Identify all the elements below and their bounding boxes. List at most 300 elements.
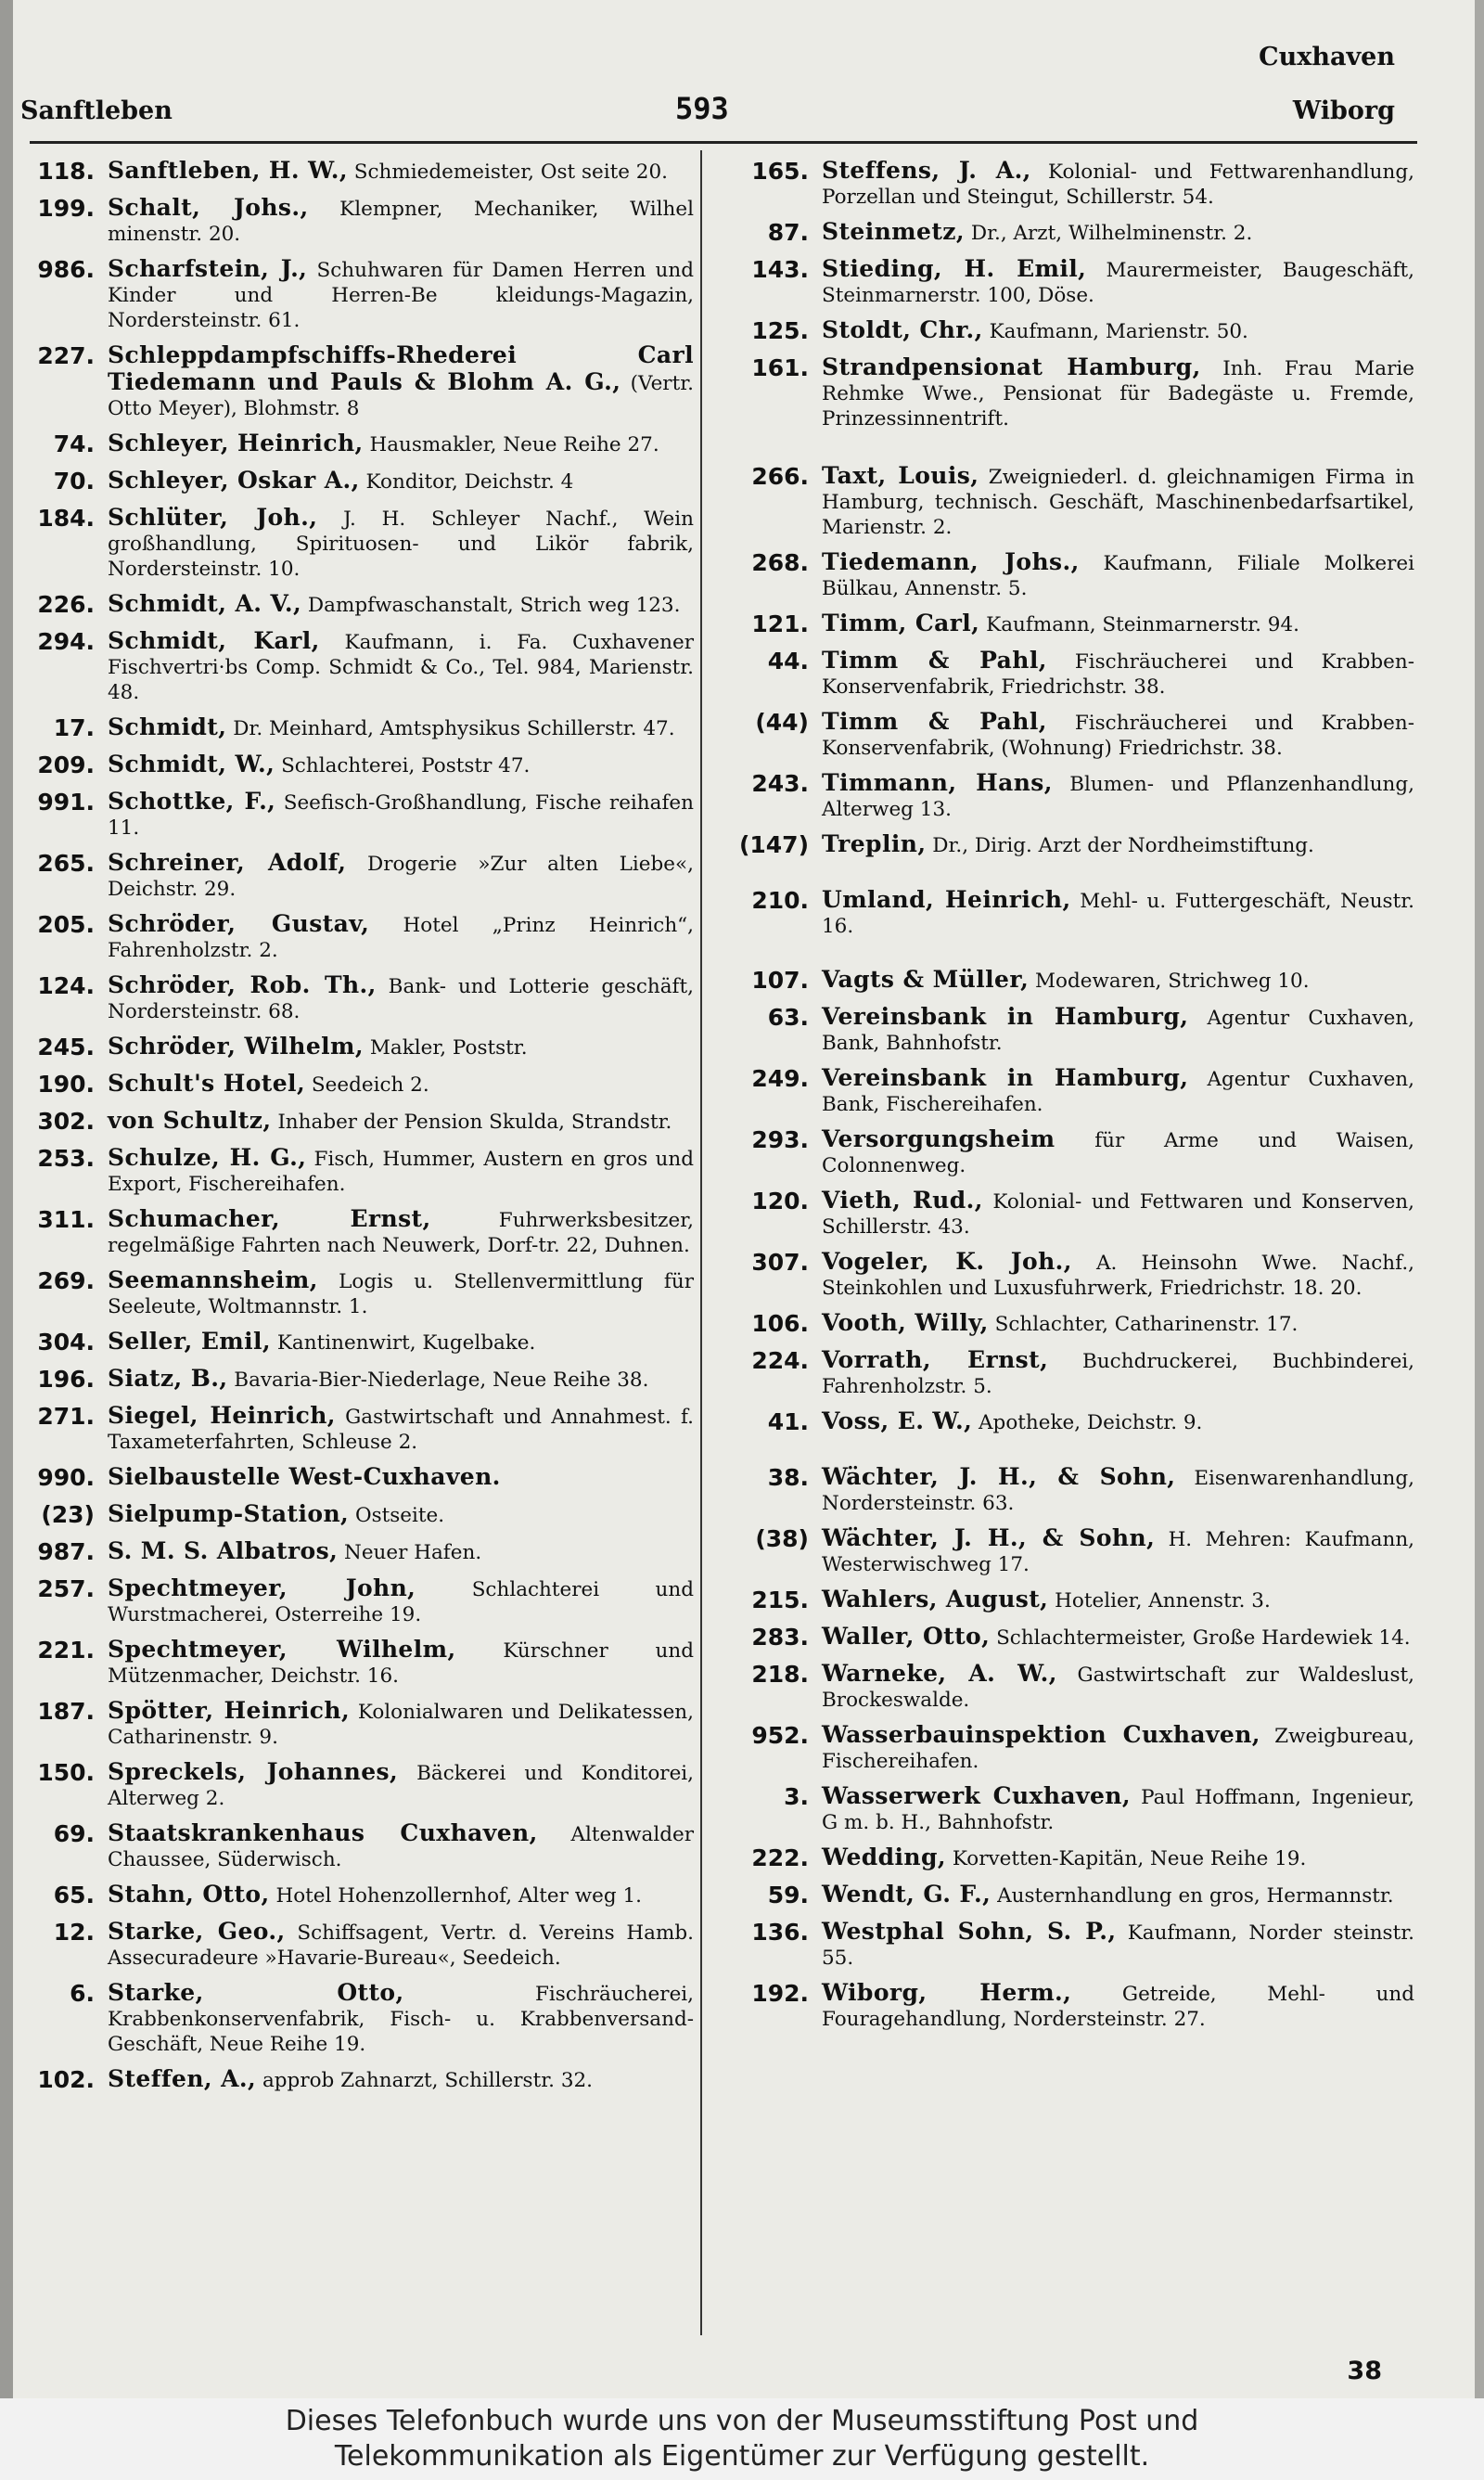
phone-number: 293.: [751, 1126, 809, 1153]
entry-description: Schlachtermeister, Große Hardewiek 14.: [996, 1626, 1411, 1650]
entry-name: Schleppdampfschiffs-Rhederei Carl Tiedemann und Pauls & Blohm A. G.,: [108, 341, 694, 395]
entry-text: [108, 1071, 694, 1098]
phone-number: 41.: [767, 1408, 809, 1435]
entry-name: Wasserwerk Cuxhaven,: [822, 1782, 1131, 1809]
directory-entry: [19, 752, 694, 779]
entry-description: Getreide, Mehl- und Fouragehandlung, Nordersteinstr. 27.: [822, 1983, 1415, 2031]
directory-entry: [19, 1759, 694, 1811]
entry-description: Fischräucherei und Krabben-Konservenfabrik, (Wohnung) Friedrichstr. 38.: [822, 712, 1414, 760]
directory-entry: [19, 256, 694, 333]
entry-text: [108, 714, 694, 741]
entry-name: Vogeler, K. Joh.,: [822, 1248, 1072, 1275]
entry-name: Strandpensionat Hamburg,: [822, 353, 1201, 380]
directory-entry: [714, 1980, 1414, 2032]
entry-description: Hotel Hohenzollernhof, Alter weg 1.: [275, 1884, 642, 1908]
entry-description: Kolonialwaren und Delikatessen, Catharinenstr. 9.: [108, 1701, 694, 1749]
directory-entry: [19, 789, 694, 841]
entry-text: [108, 430, 694, 457]
directory-entry: [714, 1783, 1414, 1835]
header-page-number: 593: [675, 91, 729, 126]
phone-number: 106.: [751, 1310, 809, 1337]
phone-number: 245.: [37, 1034, 95, 1060]
entry-description: Zweigbureau, Fischereihafen.: [822, 1725, 1414, 1773]
directory-entry: [19, 1071, 694, 1099]
directory-entry: [19, 1698, 694, 1750]
entry-name: Versorgungsheim: [822, 1125, 1055, 1152]
phone-number: 124.: [37, 972, 95, 999]
phone-number: (23): [41, 1501, 95, 1528]
entry-description: Altenwalder Chaussee, Süderwisch.: [108, 1823, 694, 1871]
directory-entry: [19, 911, 694, 963]
directory-entry: [19, 1919, 694, 1971]
entry-text: [822, 1310, 1414, 1337]
entry-text: [822, 1249, 1414, 1301]
entry-name: Steffen, A.,: [108, 2065, 257, 2092]
entry-name: Wächter, J. H., & Sohn,: [822, 1524, 1156, 1551]
entry-name: Steinmetz,: [822, 218, 965, 245]
entry-name: Wedding,: [822, 1844, 946, 1870]
entry-name: Schröder, Gustav,: [108, 910, 370, 937]
entry-text: [108, 195, 694, 247]
directory-entry: [714, 219, 1414, 247]
directory-entry: [714, 1882, 1414, 1909]
phone-number: 150.: [37, 1759, 95, 1786]
entry-name: Wächter, J. H., & Sohn,: [822, 1463, 1176, 1490]
entry-name: Schröder, Wilhelm,: [108, 1033, 365, 1060]
entry-text: [108, 1464, 694, 1491]
entry-description: Kaufmann, Filiale Molkerei Bülkau, Annenstr. 5.: [822, 552, 1414, 600]
phone-number: 63.: [767, 1004, 809, 1031]
entry-description: Kaufmann, Steinmarnerstr. 94.: [986, 613, 1299, 636]
entry-name: Starke, Otto,: [108, 1979, 404, 2006]
entry-text: [108, 850, 694, 902]
entry-name: Vooth, Willy,: [822, 1309, 989, 1336]
entry-name: Spechtmeyer, Wilhelm,: [108, 1636, 456, 1663]
entry-text: [822, 549, 1414, 601]
phone-number: 12.: [53, 1919, 95, 1946]
entry-description: Kaufmann, Marienstr. 50.: [989, 320, 1248, 343]
entry-text: [108, 628, 694, 705]
phone-number: 102.: [37, 2066, 95, 2093]
entry-text: [822, 831, 1414, 858]
entry-description: Kantinenwirt, Kugelbake.: [276, 1331, 536, 1355]
entry-name: Schumacher, Ernst,: [108, 1205, 431, 1232]
entry-text: [108, 1034, 694, 1060]
entry-name: Vereinsbank in Hamburg,: [822, 1064, 1189, 1091]
phone-number: 987.: [37, 1538, 95, 1565]
directory-entry: [19, 1575, 694, 1627]
directory-entry: [714, 967, 1414, 995]
phone-number: 257.: [37, 1575, 95, 1602]
entry-name: Schleyer, Heinrich,: [108, 430, 364, 456]
entry-name: Spreckels, Johannes,: [108, 1758, 399, 1785]
entry-description: Konditor, Deichstr. 4: [365, 470, 574, 494]
entry-description: Klempner, Mechaniker, Wilhel minenstr. 20.: [108, 198, 694, 246]
phone-number: 294.: [37, 628, 95, 655]
entry-name: Schmidt,: [108, 713, 227, 740]
entry-description: Bäckerei und Konditorei, Alterweg 2.: [108, 1762, 694, 1810]
entry-description: Neuer Hafen.: [344, 1541, 482, 1564]
phone-number: (147): [738, 831, 809, 858]
directory-entry: [19, 1145, 694, 1197]
right-column: [714, 158, 1414, 2041]
entry-description: Kürschner und Mützenmacher, Deichstr. 16.: [108, 1639, 694, 1688]
directory-entry: [714, 1310, 1414, 1338]
phone-number: 65.: [53, 1882, 95, 1908]
column-divider: [700, 150, 702, 2335]
phone-number: 224.: [751, 1347, 809, 1374]
directory-entry: [714, 1188, 1414, 1240]
entry-text: [108, 752, 694, 778]
phone-number: 74.: [53, 430, 95, 457]
entry-description: H. Mehren: Kaufmann, Westerwischweg 17.: [822, 1528, 1414, 1576]
header-first-entry: Sanftleben: [20, 96, 173, 125]
entry-name: Sielbaustelle West-Cuxhaven.: [108, 1463, 501, 1490]
entry-name: Seemannsheim,: [108, 1266, 318, 1293]
entry-text: [108, 505, 694, 582]
entry-text: [822, 1980, 1414, 2032]
phone-number: 199.: [37, 195, 95, 222]
entry-description: Bank- und Lotterie geschäft, Nordersteinstr. 68.: [108, 975, 694, 1023]
directory-entry: [19, 591, 694, 619]
entry-description: Maurermeister, Baugeschäft, Steinmarnerstr. 100, Döse.: [822, 259, 1414, 307]
entry-description: Blumen- und Pflanzenhandlung, Alterweg 13.: [822, 773, 1414, 821]
entry-description: Fischräucherei und Krabben-Konservenfabrik, Friedrichstr. 38.: [822, 650, 1414, 699]
entry-name: Stoldt, Chr.,: [822, 316, 983, 343]
entry-text: [108, 1698, 694, 1750]
phone-number: 986.: [37, 256, 95, 283]
entry-description: Schiffsagent, Vertr. d. Vereins Hamb. Assecuradeure »Havarie-Bureau«, Seedeich.: [108, 1921, 694, 1970]
phone-number: 136.: [751, 1919, 809, 1946]
entry-name: Vagts & Müller,: [822, 966, 1030, 993]
entry-text: [822, 1882, 1414, 1908]
phone-number: 952.: [751, 1722, 809, 1749]
entry-text: [108, 158, 694, 185]
entry-text: [108, 1403, 694, 1455]
phone-number: 265.: [37, 850, 95, 877]
entry-name: Timmann, Hans,: [822, 769, 1053, 796]
directory-entry: [19, 158, 694, 186]
entry-description: Gastwirtschaft und Annahmest. f. Taxameterfahrten, Schleuse 2.: [108, 1406, 694, 1454]
entry-name: Timm & Pahl,: [822, 647, 1047, 674]
phone-number: 218.: [751, 1661, 809, 1688]
entry-text: [108, 1637, 694, 1689]
entry-text: [822, 770, 1414, 822]
entry-name: Vereinsbank in Hamburg,: [822, 1003, 1189, 1030]
entry-description: Mehl- u. Futtergeschäft, Neustr. 16.: [822, 890, 1414, 938]
directory-entry: [19, 1464, 694, 1492]
phone-number: 192.: [751, 1980, 809, 2007]
page-edge-left: [0, 0, 13, 2398]
entry-description: Korvetten-Kapitän, Neue Reihe 19.: [952, 1847, 1307, 1870]
entry-description: Seedeich 2.: [311, 1073, 429, 1097]
directory-entry: [19, 1501, 694, 1529]
phone-number: 187.: [37, 1698, 95, 1725]
phone-number: 269.: [37, 1267, 95, 1294]
entry-text: [822, 158, 1414, 210]
phone-number: 107.: [751, 967, 809, 994]
entry-name: Taxt, Louis,: [822, 462, 979, 489]
directory-entry: [714, 1624, 1414, 1651]
entry-text: [822, 648, 1414, 700]
phone-number: 121.: [751, 610, 809, 637]
entry-text: [108, 591, 694, 618]
phone-number: 161.: [751, 354, 809, 381]
phone-number: 6.: [70, 1980, 95, 2007]
entry-description: Fischräucherei, Krabbenkonservenfabrik, Fisch- u. Krabbenversand-Geschäft, Neue Reihe 19.: [108, 1983, 694, 2056]
entry-name: Sanftleben, H. W.,: [108, 157, 348, 184]
entry-description: Bavaria-Bier-Niederlage, Neue Reihe 38.: [234, 1368, 649, 1392]
entry-text: [822, 463, 1414, 540]
entry-name: Siatz, B.,: [108, 1365, 228, 1392]
directory-entry: [714, 1408, 1414, 1436]
phone-number: (44): [755, 709, 809, 736]
phone-number: 990.: [37, 1464, 95, 1491]
entry-description: Schuhwaren für Damen Herren und Kinder und Herren-Be kleidungs-Magazin, Nordersteinstr. 61.: [108, 259, 694, 332]
directory-entry: [19, 1403, 694, 1455]
entry-description: Zweigniederl. d. gleichnamigen Firma in Hamburg, technisch. Geschäft, Maschinenbedarfsartikel, Marienstr. 2.: [822, 466, 1414, 539]
phone-number: 283.: [751, 1624, 809, 1651]
entry-name: Schalt, Johs.,: [108, 194, 309, 221]
entry-text: [822, 1347, 1414, 1399]
entry-text: [108, 1980, 694, 2057]
directory-entry: [19, 1820, 694, 1872]
phone-number: 17.: [53, 714, 95, 741]
directory-entry: [19, 1108, 694, 1136]
entry-name: Warneke, A. W.,: [822, 1660, 1057, 1687]
phone-number: 70.: [53, 468, 95, 495]
entry-description: Dr. Meinhard, Amtsphysikus Schillerstr. 47.: [233, 717, 675, 740]
phone-number: 302.: [37, 1108, 95, 1135]
entry-description: Kolonial- und Fettwarenhandlung, Porzellan und Steingut, Schillerstr. 54.: [822, 161, 1414, 209]
entry-description: Kaufmann, i. Fa. Cuxhavener Fischvertri·bs Comp. Schmidt & Co., Tel. 984, Marienstr. 48.: [108, 631, 694, 704]
entry-name: Siegel, Heinrich,: [108, 1402, 336, 1429]
entry-text: [822, 1919, 1414, 1971]
entry-description: Austernhandlung en gros, Hermannstr.: [997, 1884, 1394, 1908]
entry-description: Hausmakler, Neue Reihe 27.: [369, 433, 659, 456]
phone-number: 209.: [37, 752, 95, 778]
header-rule: [30, 141, 1417, 144]
phone-number: 304.: [37, 1329, 95, 1356]
entry-name: Seller, Emil,: [108, 1328, 272, 1355]
directory-entry: [714, 1525, 1414, 1577]
page-edge-right: [1475, 0, 1484, 2398]
entry-name: Wasserbauinspektion Cuxhaven,: [822, 1721, 1260, 1748]
directory-entry: [714, 1004, 1414, 1056]
directory-entry: [714, 1464, 1414, 1516]
directory-entry: [714, 1126, 1414, 1178]
entry-text: [822, 1004, 1414, 1056]
entry-text: [108, 1108, 694, 1135]
entry-text: [108, 1366, 694, 1393]
directory-entry: [19, 342, 694, 421]
directory-entry: [19, 1538, 694, 1566]
phone-number: 38.: [767, 1464, 809, 1491]
entry-name: Wendt, G. F.,: [822, 1881, 991, 1908]
entry-text: [108, 1145, 694, 1197]
entry-name: Spötter, Heinrich,: [108, 1697, 351, 1724]
directory-entry: [714, 831, 1414, 859]
entry-description: Apotheke, Deichstr. 9.: [979, 1411, 1203, 1434]
entry-description: approb Zahnarzt, Schillerstr. 32.: [262, 2069, 594, 2092]
entry-text: [822, 1844, 1414, 1871]
phone-number: 69.: [53, 1820, 95, 1847]
entry-name: Timm, Carl,: [822, 610, 980, 636]
entry-name: Voss, E. W.,: [822, 1407, 973, 1434]
phone-number: 266.: [751, 463, 809, 490]
entry-name: Stieding, H. Emil,: [822, 255, 1087, 282]
directory-entry: [714, 256, 1414, 308]
entry-name: Westphal Sohn, S. P.,: [822, 1918, 1117, 1945]
phone-number: 991.: [37, 789, 95, 816]
entry-name: Umland, Heinrich,: [822, 886, 1071, 913]
entry-text: [822, 1464, 1414, 1516]
entry-text: [822, 317, 1414, 344]
directory-entry: [19, 1366, 694, 1394]
phone-number: 190.: [37, 1071, 95, 1098]
caption-line-1: Dieses Telefonbuch wurde uns von der Museumsstiftung Post und: [285, 2405, 1199, 2437]
entry-text: [822, 610, 1414, 637]
directory-entry: [19, 468, 694, 495]
entry-description: A. Heinsohn Wwe. Nachf., Steinkohlen und Luxusfuhrwerk, Friedrichstr. 18. 20.: [822, 1252, 1414, 1300]
entry-name: Schulze, H. G.,: [108, 1144, 307, 1171]
entry-text: [108, 911, 694, 963]
entry-name: Vorrath, Ernst,: [822, 1346, 1049, 1373]
phone-number: 59.: [767, 1882, 809, 1908]
entry-description: Hotel „Prinz Heinrich“, Fahrenholzstr. 2.: [108, 914, 694, 962]
phone-number: 205.: [37, 911, 95, 938]
entry-text: [822, 1624, 1414, 1651]
entry-description: Kolonial- und Fettwaren und Konserven, Schillerstr. 43.: [822, 1190, 1414, 1239]
entry-description: Seefisch-Großhandlung, Fische reihafen 11.: [108, 791, 694, 840]
entry-description: Dr., Arzt, Wilhelminenstr. 2.: [970, 222, 1253, 245]
phone-number: 268.: [751, 549, 809, 576]
ownership-caption: [0, 2398, 1484, 2480]
entry-text: [108, 1267, 694, 1319]
entry-description: J. H. Schleyer Nachf., Wein großhandlung, Spirituosen- und Likör fabrik, Nordersteinstr. 10.: [108, 508, 694, 581]
phone-number: 44.: [767, 648, 809, 675]
entry-text: [108, 1575, 694, 1627]
entry-text: [822, 1126, 1414, 1178]
entry-text: [822, 219, 1414, 246]
phone-number: 165.: [751, 158, 809, 185]
entry-name: Treplin,: [822, 830, 927, 857]
entry-name: Tiedemann, Johs.,: [822, 548, 1080, 575]
entry-text: [108, 972, 694, 1024]
directory-entry: [19, 628, 694, 705]
directory-entry: [19, 850, 694, 902]
directory-entry: [714, 158, 1414, 210]
directory-entry: [714, 1919, 1414, 1971]
entry-description: für Arme und Waisen, Colonnenweg.: [822, 1129, 1414, 1177]
phone-number: 221.: [37, 1637, 95, 1664]
entry-description: Makler, Poststr.: [369, 1036, 528, 1060]
entry-text: [108, 1882, 694, 1908]
entry-description: Drogerie »Zur alten Liebe«, Deichstr. 29.: [108, 853, 694, 901]
directory-entry: [19, 1637, 694, 1689]
entry-text: [822, 1661, 1414, 1713]
directory-entry: [714, 1844, 1414, 1872]
entry-name: Schult's Hotel,: [108, 1070, 306, 1097]
left-column: [19, 158, 694, 2103]
entry-description: Dr., Dirig. Arzt der Nordheimstiftung.: [932, 834, 1314, 857]
entry-name: Starke, Geo.,: [108, 1918, 286, 1945]
entry-name: Timm & Pahl,: [822, 708, 1047, 735]
entry-description: Gastwirtschaft zur Waldeslust, Brockeswalde.: [822, 1664, 1414, 1712]
entry-text: [822, 967, 1414, 994]
entry-description: Kaufmann, Norder steinstr. 55.: [822, 1921, 1414, 1970]
entry-text: [822, 1587, 1414, 1613]
phone-number: (38): [755, 1525, 809, 1552]
entry-description: Fisch, Hummer, Austern en gros und Export, Fischereihafen.: [108, 1148, 694, 1196]
directory-entry: [714, 463, 1414, 540]
entry-description: (Vertr. Otto Meyer), Blohmstr. 8: [108, 372, 694, 420]
entry-name: S. M. S. Albatros,: [108, 1537, 339, 1564]
directory-entry: [714, 648, 1414, 700]
entry-text: [108, 1759, 694, 1811]
directory-entry: [714, 610, 1414, 638]
directory-entry: [714, 1661, 1414, 1713]
entry-description: Paul Hoffmann, Ingenieur, G m. b. H., Bahnhofstr.: [822, 1786, 1414, 1834]
phone-number: 243.: [751, 770, 809, 797]
directory-entry: [19, 1980, 694, 2057]
entry-text: [108, 468, 694, 495]
entry-name: Sielpump-Station,: [108, 1500, 350, 1527]
phone-number: 184.: [37, 505, 95, 532]
entry-name: Scharfstein, J.,: [108, 255, 308, 282]
entry-name: Schmidt, W.,: [108, 751, 275, 777]
entry-text: [108, 342, 694, 421]
directory-entry: [19, 1267, 694, 1319]
entry-text: [108, 256, 694, 333]
phone-number: 307.: [751, 1249, 809, 1276]
entry-text: [108, 2066, 694, 2093]
directory-entry: [19, 1329, 694, 1356]
entry-name: Schlüter, Joh.,: [108, 504, 318, 531]
entry-description: Buchdruckerei, Buchbinderei, Fahrenholzstr. 5.: [822, 1350, 1415, 1398]
entry-text: [822, 1408, 1414, 1435]
directory-entry: [714, 887, 1414, 939]
entry-text: [822, 887, 1414, 939]
entry-text: [822, 1065, 1414, 1117]
entry-description: Dampfwaschanstalt, Strich weg 123.: [307, 594, 681, 617]
header-city: Cuxhaven: [1259, 43, 1395, 71]
entry-description: Fuhrwerksbesitzer, regelmäßige Fahrten nach Neuwerk, Dorf-tr. 22, Duhnen.: [108, 1209, 694, 1257]
entry-text: [108, 789, 694, 841]
entry-description: Schlachter, Catharinenstr. 17.: [994, 1313, 1298, 1336]
entry-description: Hotelier, Annenstr. 3.: [1055, 1589, 1271, 1613]
directory-entry: [714, 709, 1414, 761]
entry-text: [822, 354, 1414, 431]
entry-text: [108, 1501, 694, 1528]
entry-description: Ostseite.: [354, 1504, 445, 1527]
entry-text: [108, 1919, 694, 1971]
phone-number: 227.: [37, 342, 95, 369]
entry-description: Eisenwarenhandlung, Nordersteinstr. 63.: [822, 1467, 1414, 1515]
directory-entry: [714, 1065, 1414, 1117]
entry-description: Schlachterei und Wurstmacherei, Osterreihe 19.: [108, 1578, 695, 1626]
phone-number: 271.: [37, 1403, 95, 1430]
directory-entry: [714, 354, 1414, 431]
directory-entry: [714, 549, 1414, 601]
directory-entry: [19, 714, 694, 742]
directory-entry: [19, 1034, 694, 1061]
entry-text: [108, 1206, 694, 1258]
entry-description: Schmiedemeister, Ost seite 20.: [353, 161, 668, 184]
directory-entry: [714, 317, 1414, 345]
phone-number: 87.: [767, 219, 809, 246]
directory-entry: [19, 972, 694, 1024]
